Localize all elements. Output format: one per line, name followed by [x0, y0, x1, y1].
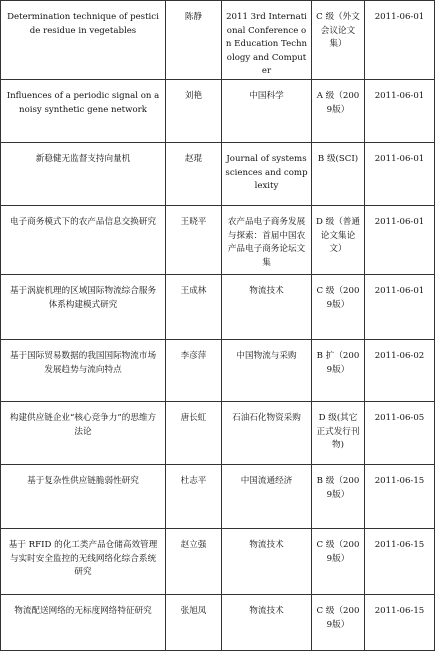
venue-cell: 石油石化物资采购: [222, 401, 312, 464]
table-row: [1, 339, 435, 401]
author-cell: 王晓平: [166, 205, 222, 274]
venue-cell: 物流技术: [222, 274, 312, 339]
author-cell: 张旭凤: [166, 594, 222, 650]
table-row: [1, 79, 435, 142]
venue-cell: 中国流通经济: [222, 464, 312, 528]
grade-cell: C 级（2009版）: [312, 594, 365, 650]
date-cell: 2011-06-01: [365, 274, 435, 339]
venue-cell: 2011 3rd International Conference on Education Technology and Computer: [222, 1, 312, 80]
paper-title-cell: 基于国际贸易数据的我国国际物流市场发展趋势与流向特点: [1, 339, 166, 401]
paper-title-cell: 基于涡旋机理的区域国际物流综合服务体系构建模式研究: [1, 274, 166, 339]
grade-cell: C 级（2009版）: [312, 274, 365, 339]
date-cell: 2011-06-02: [365, 339, 435, 401]
grade-cell: C 级（2009版）: [312, 528, 365, 594]
table-row: [1, 594, 435, 650]
date-cell: 2011-06-01: [365, 79, 435, 142]
grade-cell: D 级（普通论文集论文）: [312, 205, 365, 274]
table-row: [1, 205, 435, 274]
venue-cell: 中国物流与采购: [222, 339, 312, 401]
paper-title-cell: Determination technique of pesticide residue in vegetables: [1, 1, 166, 80]
author-cell: 王成林: [166, 274, 222, 339]
date-cell: 2011-06-05: [365, 401, 435, 464]
author-cell: 陈静: [166, 1, 222, 80]
venue-cell: Journal of systems sciences and complexity: [222, 142, 312, 205]
grade-cell: B 级（2009版）: [312, 464, 365, 528]
venue-cell: 物流技术: [222, 528, 312, 594]
venue-cell: 农产品电子商务发展与探索：首届中国农产品电子商务论坛文集: [222, 205, 312, 274]
grade-cell: D 级(其它正式发行刊物): [312, 401, 365, 464]
author-cell: 赵琨: [166, 142, 222, 205]
venue-cell: 物流技术: [222, 594, 312, 650]
author-cell: 刘艳: [166, 79, 222, 142]
table-row: [1, 1, 435, 80]
author-cell: 李彦萍: [166, 339, 222, 401]
grade-cell: B 级(SCI): [312, 142, 365, 205]
date-cell: 2011-06-15: [365, 464, 435, 528]
author-cell: 杜志平: [166, 464, 222, 528]
paper-title-cell: 构建供应链企业“核心竞争力”的思维方法论: [1, 401, 166, 464]
grade-cell: B 扩（2009版）: [312, 339, 365, 401]
author-cell: 唐长虹: [166, 401, 222, 464]
table-row: [1, 274, 435, 339]
table-row: [1, 464, 435, 528]
paper-title-cell: 基于 RFID 的化工类产品仓储高效管理与实时安全监控的无线网络化综合系统研究: [1, 528, 166, 594]
author-cell: 赵立强: [166, 528, 222, 594]
grade-cell: A 级（2009版）: [312, 79, 365, 142]
paper-title-cell: 物流配送网络的无标度网络特征研究: [1, 594, 166, 650]
table-row: [1, 142, 435, 205]
date-cell: 2011-06-01: [365, 205, 435, 274]
date-cell: 2011-06-15: [365, 594, 435, 650]
paper-title-cell: 基于复杂性供应链脆弱性研究: [1, 464, 166, 528]
venue-cell: 中国科学: [222, 79, 312, 142]
grade-cell: C 级（外文会议论文集）: [312, 1, 365, 80]
date-cell: 2011-06-15: [365, 528, 435, 594]
date-cell: 2011-06-01: [365, 142, 435, 205]
table-row: [1, 528, 435, 594]
paper-title-cell: Influences of a periodic signal on a noisy synthetic gene network: [1, 79, 166, 142]
paper-title-cell: 电子商务模式下的农产品信息交换研究: [1, 205, 166, 274]
table-row: [1, 401, 435, 464]
paper-title-cell: 新稳健无监督支持向量机: [1, 142, 166, 205]
date-cell: 2011-06-01: [365, 1, 435, 80]
